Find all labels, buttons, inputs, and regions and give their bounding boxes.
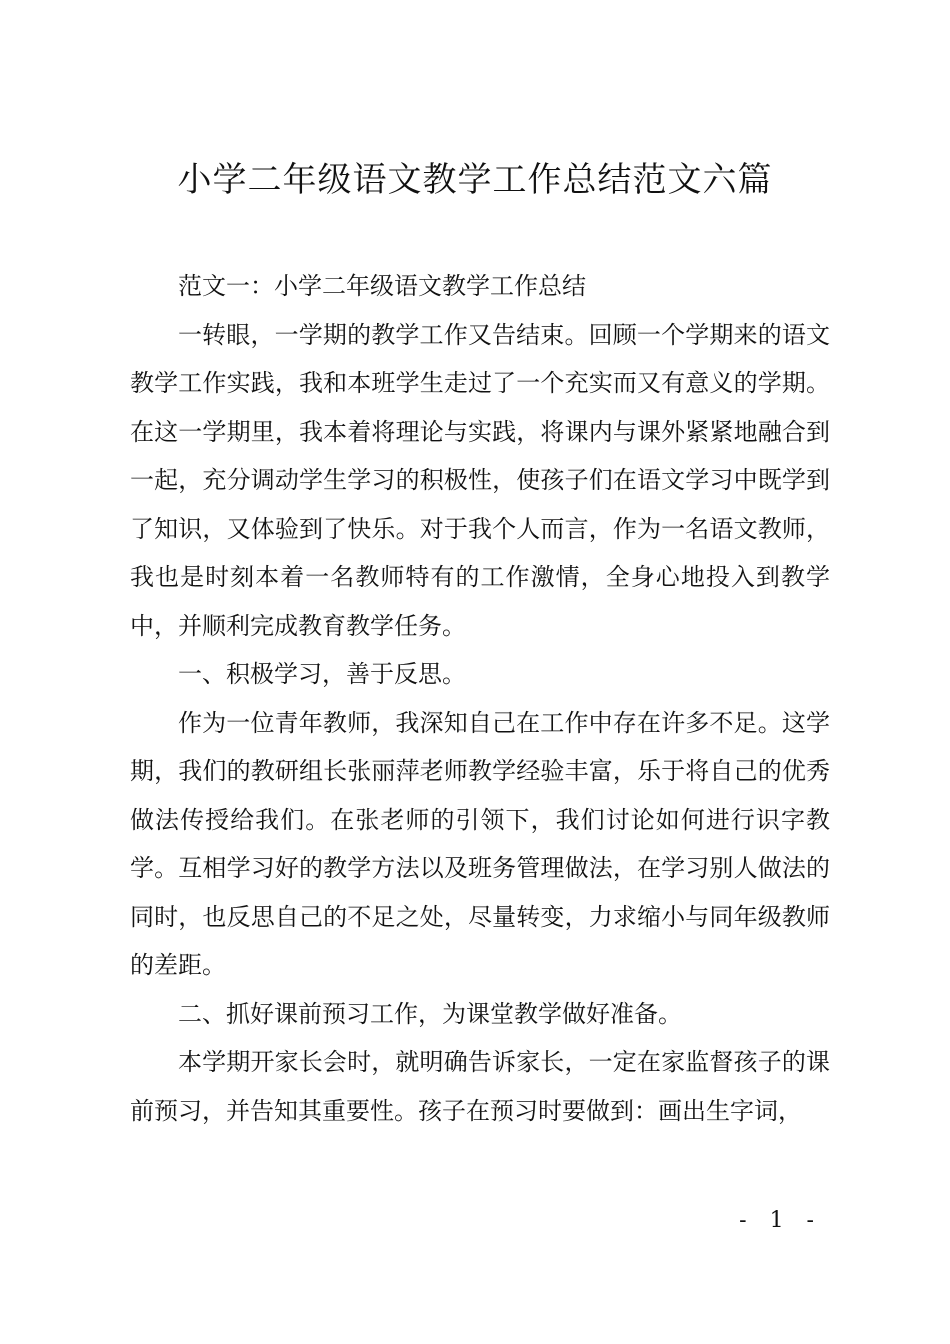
intro-paragraph: 一转眼，一学期的教学工作又告结束。回顾一个学期来的语文教学工作实践，我和本班学生走过了一个充实而又有意义的学期。在这一学期里，我本着将理论与实践，将课内与课外紧紧地融合到一起，充分调动学生学习的积极性，使孩子们在语文学习中既学到了知识，又体验到了快乐。对于我个人而言，作为一名语文教师，我也是时刻本着一名教师特有的工作激情，全身心地投入到教学中，并顺利完成教育教学任务。	[130, 320, 830, 640]
section-one-paragraph: 作为一位青年教师，我深知自己在工作中存在许多不足。这学期，我们的教研组长张丽萍老师教学经验丰富，乐于将自己的优秀做法传授给我们。在张老师的引领下，我们讨论如何进行识字教学。互相学习好的教学方法以及班务管理做法，在学习别人做法的同时，也反思自己的不足之处，尽量转变，力求缩小与同年级教师的差距。	[130, 708, 830, 979]
document-body	[130, 262, 830, 1135]
section-heading-two: 二、抓好课前预习工作，为课堂教学做好准备。	[178, 999, 682, 1028]
page-number: - 1 -	[739, 1208, 822, 1233]
section-heading-sample-one: 范文一：小学二年级语文教学工作总结	[178, 272, 586, 300]
section-heading-one: 一、积极学习，善于反思。	[178, 660, 466, 688]
section-two-paragraph: 本学期开家长会时，就明确告诉家长，一定在家监督孩子的课前预习，并告知其重要性。孩子在预习时要做到：画出生字词，	[130, 1048, 830, 1125]
document-title: 小学二年级语文教学工作总结范文六篇	[177, 160, 773, 200]
